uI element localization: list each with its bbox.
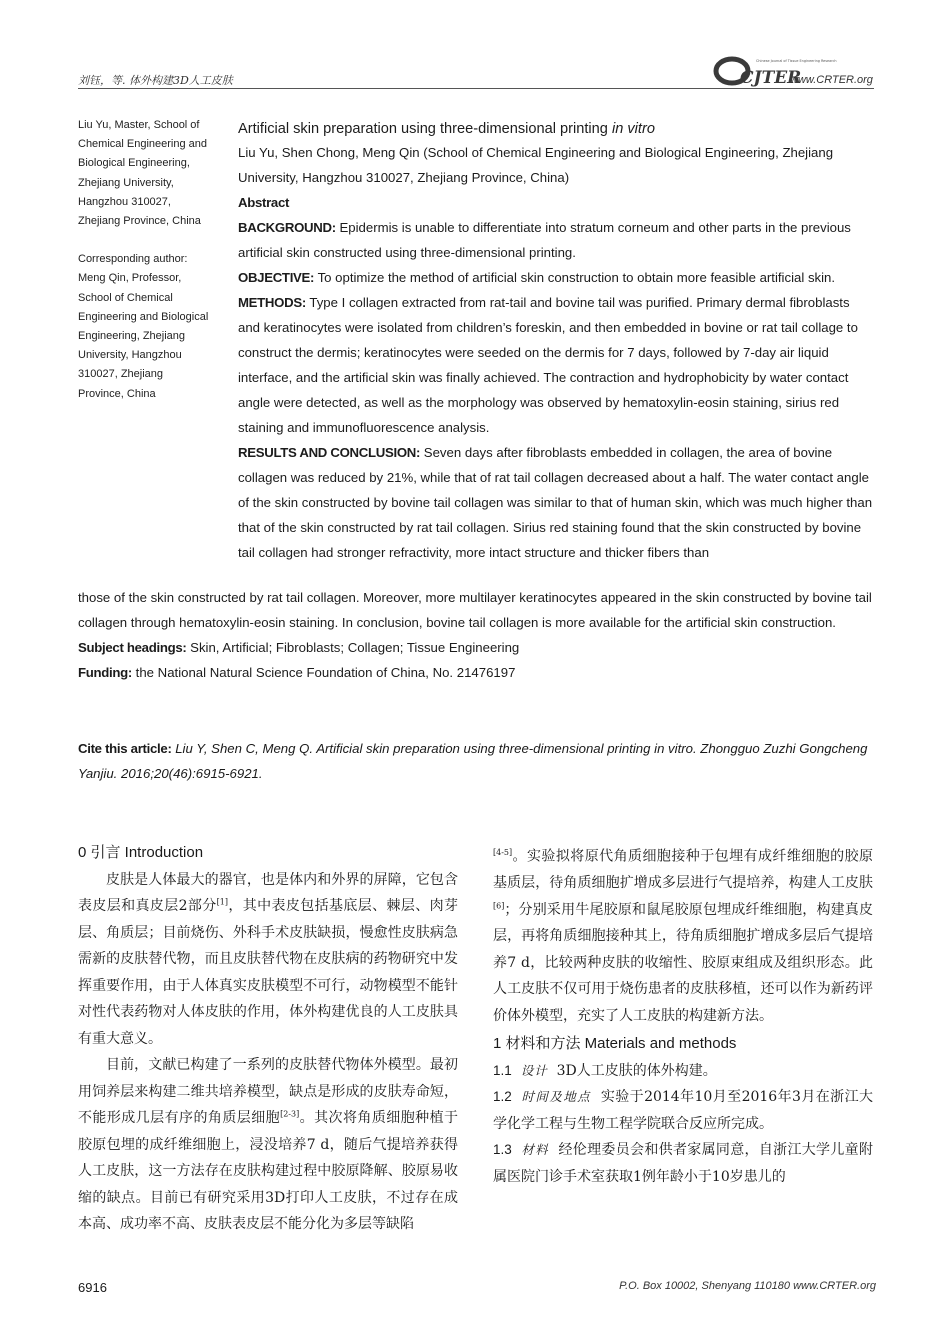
body-column-left bbox=[78, 840, 458, 1238]
citation: [2-3] bbox=[280, 1109, 300, 1119]
abstract-objective: OBJECTIVE: To optimize the method of artificial skin construction to obtain more feasible artificial skin. bbox=[238, 270, 836, 285]
citation: [1] bbox=[216, 897, 228, 907]
header-rule bbox=[78, 88, 874, 89]
intro-heading: 0 引言 Introduction bbox=[78, 844, 204, 861]
abstract-results: RESULTS AND CONCLUSION: Seven days after fibroblasts embedded in collagen, the area of bovine collagen was reduced by 21%, while that of rat tail collagen decreased about a half. The water contact angle of the skin constructed by bovine tail collagen was similar to that of human skin, which was much higher than that of the skin constructed by rat tail collagen. Sirius red staining found that the skin constructed by bovine tail collagen had stronger refractivity, more intact structure and thicker fibers than bbox=[238, 445, 873, 560]
author-info-line: Zhejiang Province, China bbox=[78, 215, 201, 228]
abstract-heading: Abstract bbox=[238, 195, 290, 210]
intro-paragraph-1: 皮肤是人体最大的器官，也是体内和外界的屏障，它包含表皮层和真皮层2部分[1]，其中表皮包括基底层、棘层、肉芽层、角质层；目前烧伤、外科手术皮肤缺损，慢愈性皮肤病急需新的皮肤替代物，而且皮肤替代物在皮肤病的药物研究中发挥重要作用，由于人体真实皮肤模型不可行，动物模型不能针对性代表药物对人体皮肤的作用，体外构建优良的人工皮肤具有重大意义。 bbox=[78, 871, 458, 1047]
author-info-line: Zhejiang University, bbox=[78, 176, 174, 189]
corresponding-line: Engineering, Zhejiang bbox=[78, 330, 186, 343]
subject-headings: Subject headings: Skin, Artificial; Fibroblasts; Collagen; Tissue Engineering bbox=[78, 640, 520, 655]
author-info-line: Hangzhou 310027, bbox=[78, 195, 171, 208]
corresponding-line: 310027, Zhejiang bbox=[78, 368, 164, 381]
funding: Funding: the National Natural Science Foundation of China, No. 21476197 bbox=[78, 665, 516, 680]
footer-address: P.O. Box 10002, Shenyang 110180 www.CRTER.org bbox=[619, 1280, 876, 1292]
corresponding-line: School of Chemical bbox=[78, 291, 173, 304]
title-italic: in vitro bbox=[611, 121, 655, 137]
author-info-line: Biological Engineering, bbox=[78, 157, 190, 170]
intro-paragraph-2-continued: [4-5]。实验拟将原代角质细胞接种于包埋有成纤维细胞的胶原基质层，待角质细胞扩增成多层进行气提培养，构建人工皮肤[6]；分别采用牛尾胶原和鼠尾胶原包埋成纤维细胞，构建真皮层，再将角质细胞接种其上，待角质细胞扩增成多层后气提培养7 d，比较两种皮肤的收缩性、胶原束组成及组织形态。此人工皮肤不仅可用于烧伤患者的皮肤移植，还可以作为新药评价体外模型，充实了人工皮肤的构建新方法。 bbox=[493, 848, 873, 1024]
corresponding-line: Engineering and Biological bbox=[78, 310, 209, 323]
body-column-right bbox=[493, 840, 873, 1190]
author-line: Liu Yu, Shen Chong, Meng Qin (School of Chemical Engineering and Biological Engineering, Zhejiang University, Hangzhou 310027, Zhejiang Province, China) bbox=[238, 145, 834, 185]
citation: [6] bbox=[493, 901, 505, 910]
abstract-block bbox=[238, 118, 874, 565]
corresponding-line: University, Hangzhou bbox=[78, 349, 182, 362]
methods-heading: 1 材料和方法 Materials and methods bbox=[493, 1035, 737, 1053]
cite-this-article: Cite this article: Liu Y, Shen C, Meng Q. Artificial skin preparation using three-dimensional printing in vitro. Zhongguo Zuzhi Gongcheng Yanjiu. 2016;20(46):6915-6921. bbox=[78, 741, 868, 781]
author-info-line: Liu Yu, Master, School of bbox=[78, 119, 200, 131]
corresponding-line: Corresponding author: bbox=[78, 253, 188, 266]
running-title: 刘钰，等. 体外构建3D人工皮肤 bbox=[78, 74, 233, 87]
abstract-background: BACKGROUND: Epidermis is unable to differentiate into stratum corneum and other parts in the previous artificial skin constructed using three-dimensional printing. bbox=[238, 220, 851, 260]
abstract-continuation bbox=[78, 585, 874, 685]
subsection-1-3: 1.3 材料 经伦理委员会和供者家属同意，自浙江大学儿童附属医院门诊手术室获取1例年龄小于10岁患儿的 bbox=[493, 1142, 873, 1185]
abstract-methods: METHODS: Type I collagen extracted from rat-tail and bovine tail was purified. Primary dermal fibroblasts and keratinocytes were isolated from children’s foreskin, and then embedded in bovine or rat tail collage to construct the dermis; keratinocytes were seeded on the dermis for 7 days, followed by 7-day air liquid interface, and the artificial skin was finally achieved. The contraction and hydrophobicity by water contact angle were detected, as well as the morphology was observed by hematoxylin-eosin staining, sirius red staining and immunofluorescence analysis. bbox=[238, 295, 858, 435]
logo-subtitle: Chinese Journal of Tissue Engineering Research bbox=[756, 59, 837, 63]
intro-paragraph-2: 目前，文献已构建了一系列的皮肤替代物体外模型。最初用饲养层来构建二维共培养模型，缺点是形成的皮肤寿命短，不能形成几层有序的角质层细胞[2-3]。其次将角质细胞种植于胶原包埋的成纤维细胞上，浸没培养7 d，随后气提培养获得人工皮肤，这一方法存在皮肤构建过程中胶原降解、胶原易收缩的缺点。目前已有研究采用3D打印人工皮肤，不过存在成本高、成功率不高、皮肤表皮层不能分化为多层等缺陷 bbox=[78, 1057, 459, 1232]
header-url: www.CRTER.org bbox=[790, 74, 873, 86]
abstract-results-continued: those of the skin constructed by rat tail collagen. Moreover, more multilayer keratinocytes appeared in the skin constructed by bovine tail collagen through hematoxylin-eosin staining. In conclusion, bovine tail collagen is more available for the artificial skin construction. bbox=[78, 590, 872, 630]
logo-text: CJTER bbox=[740, 68, 802, 88]
author-info-line: Chemical Engineering and bbox=[78, 138, 208, 151]
author-sidebar bbox=[78, 116, 228, 404]
corresponding-line: Province, China bbox=[78, 387, 156, 400]
subsection-1-2: 1.2 时间及地点 实验于2014年10月至2016年3月在浙江大学化学工程与生物工程学院联合反应所完成。 bbox=[493, 1089, 873, 1132]
corresponding-line: Meng Qin, Professor, bbox=[78, 272, 182, 285]
page-number: 6916 bbox=[78, 1280, 107, 1295]
subsection-1-1: 1.1 设计 3D人工皮肤的体外构建。 bbox=[493, 1062, 717, 1079]
article-title: Artificial skin preparation using three-dimensional printing in vitro bbox=[238, 121, 655, 137]
